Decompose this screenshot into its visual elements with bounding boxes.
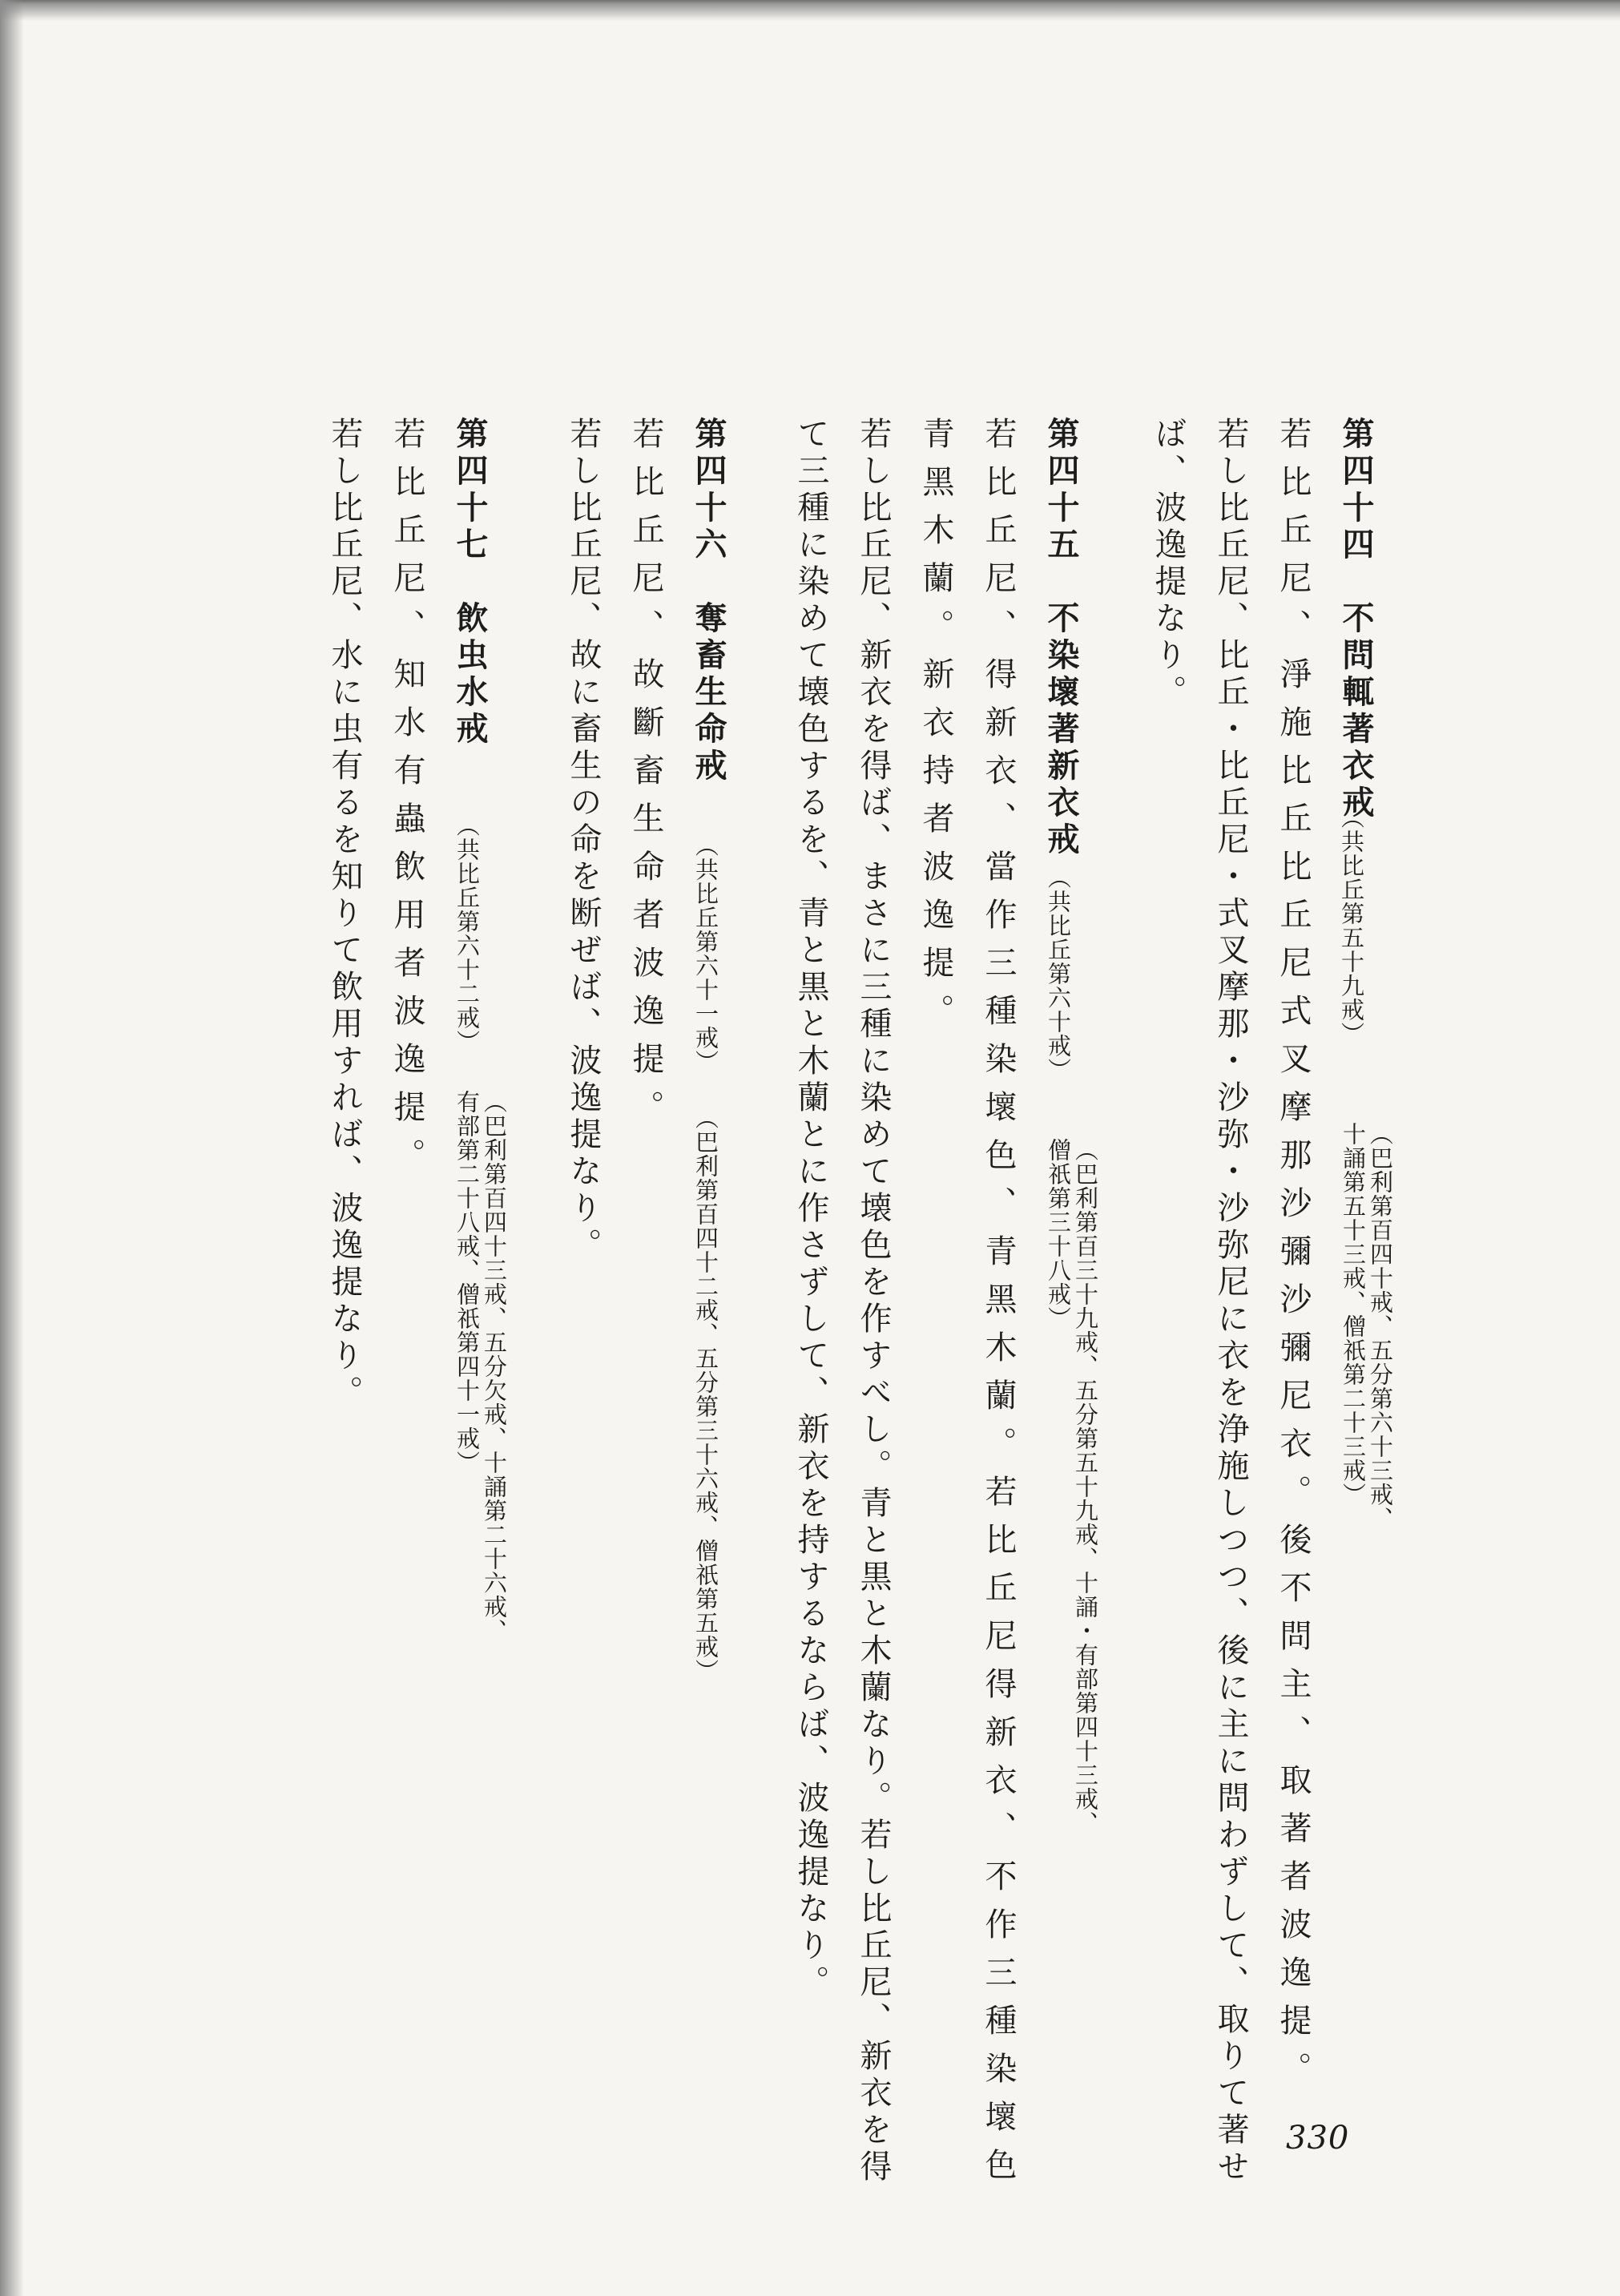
rule-44-ref-vinaya <box>1336 1122 1394 1531</box>
rule-47-ref-line-1: （巴利第百四十三戒、五分欠戒、十誦第二十六戒、 <box>481 1090 508 1643</box>
rule-47-translation: 若し比丘尼、水に虫有るを知りて飲用すれば、波逸提なり。 <box>326 417 363 1412</box>
page-number: 330 <box>1286 2120 1350 2157</box>
rule-45-heading: 第四十五 不染壞著新衣戒 <box>1042 417 1080 859</box>
rule-44-ref-line-1: （巴利第百四十戒、五分第六十三戒、 <box>1367 1122 1394 1531</box>
rule-45-translation-line-1: 若し比丘尼、新衣を得ば、まさに三種に染めて壊色を作すべし。青と黒と木蘭なり。若し比丘尼、新衣を得 <box>855 417 892 2186</box>
rule-46-ref-vinaya: （巴利第百四十二戒、五分第三十六戒、僧祇第五戒） <box>692 1106 719 1683</box>
rule-45-ref-line-2: 僧祇第三十八戒） <box>1045 1138 1072 1330</box>
rule-45-translation-line-2: て三種に染めて壊色するを、青と黒と木蘭とに作さずして、新衣を持するならば、波逸提なり。 <box>792 417 829 2002</box>
rule-45-kanbun-line-1: 若比丘尼、得新衣、當作三種染壞色、青黑木蘭。若比丘尼得新衣、不作三種染壞色 <box>980 417 1017 2196</box>
rule-44-ref-common: （共比丘第五十九戒） <box>1338 805 1365 1046</box>
rule-45-ref-common: （共比丘第六十戒） <box>1045 866 1072 1082</box>
rule-47-kanbun: 若比丘尼、知水有蟲飲用者波逸提。 <box>389 417 425 1186</box>
rule-44-translation-line-2: ば、波逸提なり。 <box>1150 417 1187 712</box>
rule-45-kanbun-line-2: 青黑木蘭。新衣持者波逸提。 <box>917 417 954 1042</box>
rule-47-ref-vinaya <box>450 1090 508 1643</box>
scan-edge-left <box>0 0 24 2296</box>
rule-47-ref-line-2: 有部第二十八戒、僧祇第四十一戒） <box>453 1090 481 1475</box>
rule-47-ref-common: （共比丘第六十二戒） <box>453 813 481 1054</box>
rule-46-ref-common: （共比丘第六十一戒） <box>692 833 719 1074</box>
rule-44-kanbun: 若比丘尼、淨施比丘比丘尼式叉摩那沙彌沙彌尼衣。後不問主、取著者波逸提。 <box>1275 417 1312 2100</box>
rule-47-heading: 第四十七 飲虫水戒 <box>451 417 489 749</box>
scan-edge-top <box>0 0 1620 21</box>
rule-46-heading: 第四十六 奪畜生命戒 <box>690 417 727 785</box>
rule-44-translation-line-1: 若し比丘尼、比丘・比丘尼・式叉摩那・沙弥・沙弥尼に衣を浄施しつつ、後に主に問わずして、取りて著せ <box>1212 417 1249 2186</box>
rule-45-ref-line-1: （巴利第百三十九戒、五分第五十九戒、十誦・有部第四十三戒、 <box>1072 1138 1099 1835</box>
rule-44-ref-line-2: 十誦第五十三戒、僧祇第二十三戒） <box>1340 1122 1367 1507</box>
rule-45-ref-vinaya <box>1042 1138 1099 1835</box>
rule-44-heading: 第四十四 不問輒著衣戒 <box>1337 417 1375 822</box>
rule-46-kanbun: 若比丘尼、故斷畜生命者波逸提。 <box>627 417 664 1138</box>
rule-46-translation: 若し比丘尼、故に畜生の命を断ぜば、波逸提なり。 <box>565 417 602 1265</box>
